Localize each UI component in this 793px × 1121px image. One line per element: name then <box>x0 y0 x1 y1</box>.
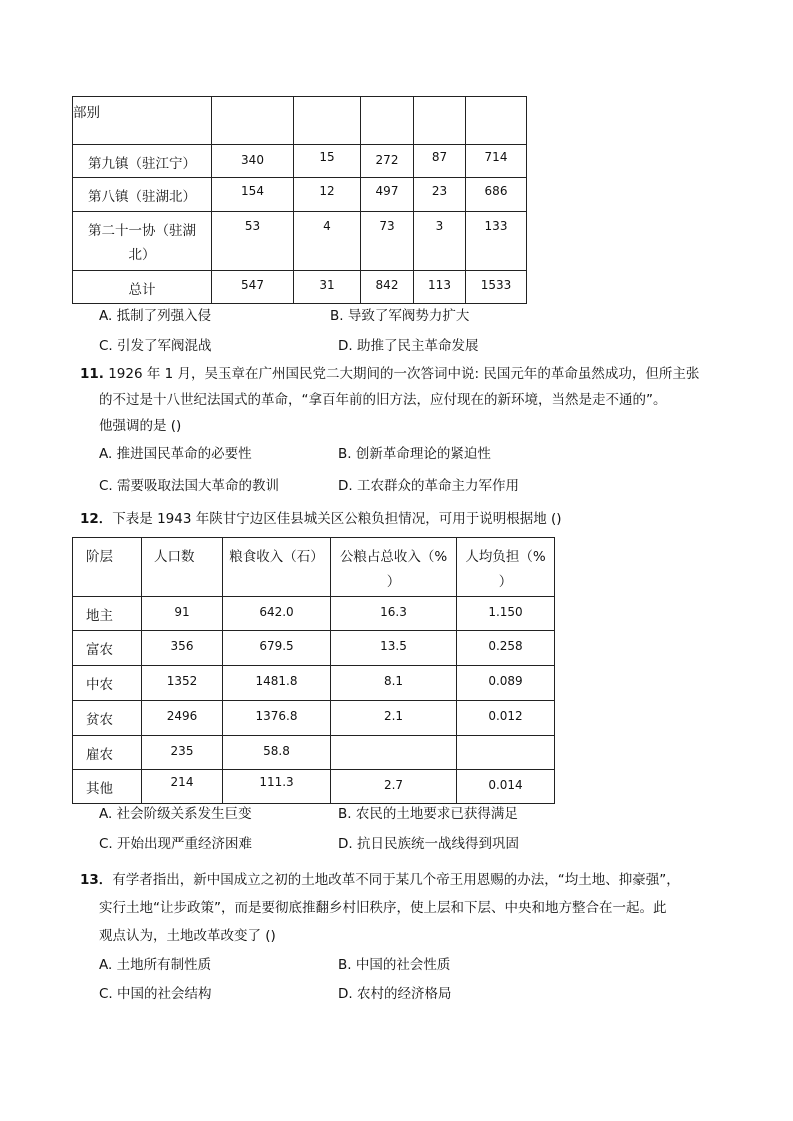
table-cell: 3 <box>414 212 466 271</box>
row-label: 总计 <box>73 271 212 304</box>
table-cell: 154 <box>212 178 294 212</box>
table-cell: 1352 <box>142 666 223 701</box>
header-cell: 人口数 <box>142 538 223 597</box>
q10-option-a: A. 抵制了列强入侵 <box>99 308 212 324</box>
table-row <box>73 631 555 666</box>
table-cell: 73 <box>361 212 414 271</box>
table-row-total <box>73 271 527 304</box>
row-label <box>73 212 212 271</box>
row-label-line: 北） <box>128 247 156 263</box>
q11-option-a: A. 推进国民革命的必要性 <box>99 446 252 462</box>
header-cell-line: ） <box>386 574 401 590</box>
table-cell: 2.7 <box>331 770 457 804</box>
table-cell: 91 <box>142 597 223 631</box>
table-row <box>73 178 527 212</box>
grain-burden-table <box>72 537 555 804</box>
table-row <box>73 770 555 804</box>
header-cell <box>294 97 361 145</box>
table-cell: 23 <box>414 178 466 212</box>
table-cell: 111.3 <box>223 770 331 804</box>
header-cell: 阶层 <box>73 538 142 597</box>
question-number: 11. <box>80 366 104 382</box>
q11-option-b: B. 创新革命理论的紧迫性 <box>338 446 491 462</box>
table-cell: 58.8 <box>223 736 331 770</box>
table-cell: 340 <box>212 145 294 178</box>
table-cell: 0.258 <box>457 631 555 666</box>
header-cell <box>414 97 466 145</box>
table-row <box>73 145 527 178</box>
table-cell <box>331 736 457 770</box>
table-cell: 87 <box>414 145 466 178</box>
q12-option-a: A. 社会阶级关系发生巨变 <box>99 806 252 822</box>
header-cell <box>212 97 294 145</box>
q11-stem-line: 他强调的是 () <box>99 418 182 434</box>
table-cell: 2496 <box>142 701 223 736</box>
question-number: 12． <box>80 511 113 527</box>
q10-option-c: C. 引发了军阀混战 <box>99 338 212 354</box>
table-cell: 12 <box>294 178 361 212</box>
q13-stem-line: 观点认为，土地改革改变了 () <box>99 928 276 944</box>
table-cell: 356 <box>142 631 223 666</box>
table-cell: 113 <box>414 271 466 304</box>
q11-option-d: D. 工农群众的革命主力军作用 <box>338 478 519 494</box>
q13-stem-line <box>80 870 680 890</box>
table-cell: 31 <box>294 271 361 304</box>
table-cell: 842 <box>361 271 414 304</box>
q12-option-c: C. 开始出现严重经济困难 <box>99 836 253 852</box>
table-cell: 1.150 <box>457 597 555 631</box>
q10-option-d: D. 助推了民主革命发展 <box>338 338 479 354</box>
header-cell <box>331 538 457 597</box>
q12-stem-text: 下表是 1943 年陕甘宁边区佳县城关区公粮负担情况，可用于说明根据地 () <box>112 511 562 527</box>
table-header-row <box>73 97 527 145</box>
header-cell-line: ） <box>498 574 513 590</box>
q10-option-b: B. 导致了军阀势力扩大 <box>330 308 470 324</box>
header-cell-unit: 部别 <box>73 97 212 145</box>
q12-stem-line <box>80 509 562 529</box>
table-cell <box>457 736 555 770</box>
table-cell: 686 <box>466 178 527 212</box>
table-cell: 272 <box>361 145 414 178</box>
question-number: 13． <box>80 872 113 888</box>
table-cell: 16.3 <box>331 597 457 631</box>
table-cell: 2.1 <box>331 701 457 736</box>
q13-stem-line: 实行土地“让步政策”，而是要彻底推翻乡村旧秩序，使上层和下层、中央和地方整合在一起。此 <box>99 900 667 916</box>
table-cell: 4 <box>294 212 361 271</box>
row-label: 中农 <box>73 666 142 701</box>
header-cell: 粮食收入（石） <box>223 538 331 597</box>
table-cell: 13.5 <box>331 631 457 666</box>
header-cell <box>466 97 527 145</box>
table-cell: 53 <box>212 212 294 271</box>
row-label-line: 第二十一协（驻湖 <box>88 223 196 239</box>
military-table <box>72 96 527 304</box>
table-cell: 0.089 <box>457 666 555 701</box>
q13-stem-text: 有学者指出，新中国成立之初的土地改革不同于某几个帝王用恩赐的办法，“均土地、抑豪强”， <box>112 872 680 888</box>
header-cell-line: 人均负担（% <box>465 549 546 565</box>
row-label: 第八镇（驻湖北） <box>73 178 212 212</box>
table-cell: 0.014 <box>457 770 555 804</box>
row-label: 其他 <box>73 770 142 804</box>
q12-option-d: D. 抗日民族统一战线得到巩固 <box>338 836 519 852</box>
q11-stem-text: 1926 年 1 月，吴玉章在广州国民党二大期间的一次答词中说: 民国元年的革命虽然成功，但所主张 <box>108 366 700 382</box>
table-cell: 547 <box>212 271 294 304</box>
table-cell: 1481.8 <box>223 666 331 701</box>
row-label: 第九镇（驻江宁） <box>73 145 212 178</box>
table-cell: 1533 <box>466 271 527 304</box>
q13-option-a: A. 土地所有制性质 <box>99 957 212 973</box>
table-cell: 497 <box>361 178 414 212</box>
table-cell: 642.0 <box>223 597 331 631</box>
row-label: 地主 <box>73 597 142 631</box>
header-cell <box>457 538 555 597</box>
q11-option-c: C. 需要吸取法国大革命的教训 <box>99 478 280 494</box>
table-row <box>73 701 555 736</box>
table-cell: 714 <box>466 145 527 178</box>
header-cell-line: 公粮占总收入（% <box>339 549 448 565</box>
table-cell: 214 <box>142 770 223 804</box>
table-cell: 1376.8 <box>223 701 331 736</box>
row-label: 雇农 <box>73 736 142 770</box>
table-cell: 235 <box>142 736 223 770</box>
header-cell <box>361 97 414 145</box>
table-row <box>73 666 555 701</box>
table-cell: 15 <box>294 145 361 178</box>
q13-option-c: C. 中国的社会结构 <box>99 986 212 1002</box>
q11-stem-line <box>80 364 699 384</box>
table-row <box>73 212 527 271</box>
q13-option-d: D. 农村的经济格局 <box>338 986 452 1002</box>
table-cell: 0.012 <box>457 701 555 736</box>
row-label: 富农 <box>73 631 142 666</box>
q12-option-b: B. 农民的土地要求已获得满足 <box>338 806 518 822</box>
table-row <box>73 597 555 631</box>
table-cell: 679.5 <box>223 631 331 666</box>
table-row <box>73 736 555 770</box>
q11-stem-line: 的不过是十八世纪法国式的革命，“拿百年前的旧方法，应付现在的新环境，当然是走不通的”。 <box>99 392 667 408</box>
row-label: 贫农 <box>73 701 142 736</box>
table-cell: 133 <box>466 212 527 271</box>
q13-option-b: B. 中国的社会性质 <box>338 957 451 973</box>
table-cell: 8.1 <box>331 666 457 701</box>
table-header-row <box>73 538 555 597</box>
